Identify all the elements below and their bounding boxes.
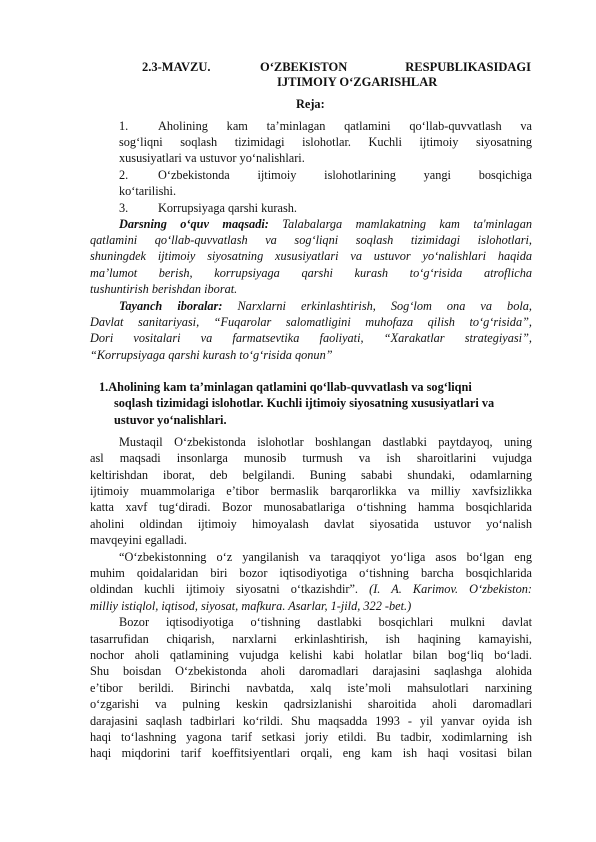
keywords-text-1: Narxlarni erkinlashtirish, Sog‘lom ona va bola, xyxy=(237,299,532,313)
keywords-line-1 xyxy=(119,299,532,314)
title-word-republic: RESPUBLIKASIDAGI xyxy=(405,60,531,74)
section-heading-line-1: 1.Aholining kam ta’minlagan qatlamini qo‘llab-quvvatlash va sog‘liqni xyxy=(99,380,472,394)
p3-line-9: haqi miqdorini tarif koeffitsiyentlari orqali, eng kam ish haqi vositasi bilan xyxy=(90,746,532,760)
p2-line-2: muhim qoidalaridan biri bozor iqtisodiyotiga o‘tishning barcha bosqichlarida xyxy=(90,566,532,580)
plan-item-1-line-1: Aholining kam ta’minlagan qatlamini qo‘llab-quvvatlash va xyxy=(158,119,532,133)
p1-line-1: Mustaqil O‘zbekistonda islohotlar boshlangan dastlabki paytdayoq, uning xyxy=(119,435,532,449)
p1-line-4: ijtimoiy muammolariga e’tibor bermaslik barqarorlikka va milliy xavfsizlikka xyxy=(90,484,532,498)
p3-line-1: Bozor iqtisodiyotiga o‘tishning dastlabki bosqichlari mulkni davlat xyxy=(119,615,532,629)
plan-item-2-line-1: O‘zbekistonda ijtimoiy islohotlarining yangi bosqichiga xyxy=(158,168,532,182)
p3-line-6: o‘zgarishi va pulning keskin qadrsizlanishi sharoitida aholi daromadlari xyxy=(90,697,532,711)
p1-line-6: aholini oldindan ijtimoiy himoyalash davlat siyosatida ustuvor yo‘nalish xyxy=(90,517,532,531)
title-word-uzbekistan: O‘ZBEKISTON xyxy=(260,60,348,74)
plan-item-3-line-1: Korrupsiyaga qarshi kurash. xyxy=(158,201,297,215)
section-heading-line-2: soqlash tizimidagi islohotlar. Kuchli ijtimoiy siyosatning xususiyatlari va xyxy=(114,396,495,410)
title-topic-number: 2.3-MAVZU. xyxy=(142,60,211,74)
p2-line-3 xyxy=(90,582,532,597)
p2-citation-1: (I. A. Karimov. O‘zbekiston: xyxy=(369,582,532,596)
plan-item-2-line-2: ko‘tarilishi. xyxy=(119,184,177,198)
goal-line-2: qatlamini qo‘llab-quvvatlash va sog‘liqni soqlash tizimidagi islohotlari, xyxy=(90,233,532,247)
plan-item-3-number: 3. xyxy=(119,201,129,215)
p3-line-5: e’tibor berildi. Birinchi navbatda, xalq iste’moli mahsulotlari narxining xyxy=(90,681,532,695)
p3-line-2: tasarrufidan chiqarish, narxlarni erkinlashtirish, ish haqining kamayishi, xyxy=(90,632,532,646)
plan-item-2-number: 2. xyxy=(119,168,129,182)
keywords-line-3: Dori vositalari va farmatsevtika faoliyati, “Xarakatlar strategiyasi”, xyxy=(90,331,532,345)
goal-line-3: shuningdek ijtimoiy siyosatning xususiyatlari va ustuvor yo‘nalishlari haqida xyxy=(90,249,532,263)
p3-line-8: haqi to‘lashning yagona tarif setkasi joriy etildi. Bu tadbir, xodimlarning ish xyxy=(90,730,532,744)
plan-item-1-line-3: xususiyatlari va ustuvor yo‘nalishlari. xyxy=(119,151,305,165)
p1-line-7: mavqeyini egalladi. xyxy=(90,533,187,547)
p1-line-5: katta xavf tug‘diradi. Bozor munosabatlariga o‘tishning hamma bosqichlarida xyxy=(90,500,532,514)
goal-text-1: Talabalarga mamlakatning kam ta'minlagan xyxy=(282,217,532,231)
p1-line-3: keltirishdan iborat, deb belgilandi. Buning sababi shundaki, odamlarning xyxy=(90,468,532,482)
p3-line-3: nochor aholi qatlamining vujudga kelishi kabi holatlar bilan bog‘liq bo‘ladi. xyxy=(90,648,532,662)
p2-quote-end: oldindan kuchli ijtimoiy siyosatni o‘tkazishdir”. xyxy=(90,582,359,596)
keywords-line-4: “Korrupsiyaga qarshi kurash to‘g‘risida qonun” xyxy=(90,348,333,362)
goal-label: Darsning o‘quv maqsadi: xyxy=(119,217,269,231)
p1-line-2: asl maqsadi insonlarga munosib turmush va ish sharoitlarini vujudga xyxy=(90,451,532,465)
p2-line-1: “O‘zbekistonning o‘z yangilanish va taraqqiyot yo‘liga asos bo‘lgan eng xyxy=(119,550,532,564)
p3-line-4: Shu boisdan O‘zbekistonda aholi daromadlari darajasini saqlashga alohida xyxy=(90,664,532,678)
title-line-2: IJTIMOIY O‘ZGARISHLAR xyxy=(277,75,438,89)
section-heading-line-3: ustuvor yo‘nalishlari. xyxy=(114,413,227,427)
goal-line-5: tushuntirish berishdan iborat. xyxy=(90,282,238,296)
keywords-label: Tayanch iboralar: xyxy=(119,299,223,313)
plan-item-1-line-2: sog‘liqni soqlash tizimidagi islohotlar. Kuchli ijtimoiy siyosatning xyxy=(119,135,532,149)
keywords-line-2: Davlat sanitariyasi, “Fuqarolar salomatligini muhofaza qilish to‘g‘risida”, xyxy=(90,315,532,329)
plan-heading: Reja: xyxy=(296,97,325,111)
p3-line-7: darajasini saqlash tadbirlari ko‘rildi. Shu maqsadda 1993 - yil yanvar oyida ish xyxy=(90,714,532,728)
goal-line-1 xyxy=(119,217,532,232)
goal-line-4: ma’lumot berish, korrupsiyaga qarshi kurash to‘g‘risida atroflicha xyxy=(90,266,532,280)
p2-citation-2: milliy istiqlol, iqtisod, siyosat, mafkura. Asarlar, 1-jild, 322 -bet.) xyxy=(90,599,412,613)
plan-item-1-number: 1. xyxy=(119,119,129,133)
